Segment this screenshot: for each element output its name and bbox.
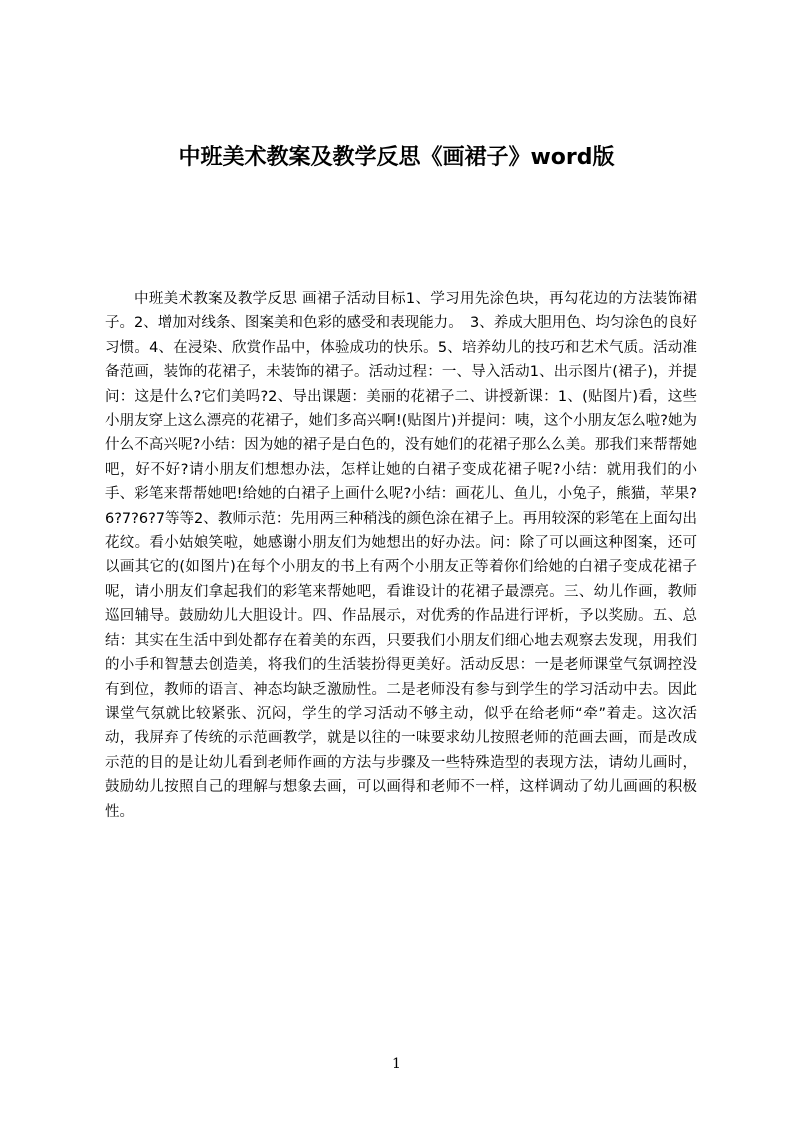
page-title: 中班美术教案及教学反思《画裙子》word版 (178, 145, 615, 170)
body-paragraph: 中班美术教案及教学反思 画裙子活动目标1、学习用先涂色块，再勾花边的方法装饰裙子。2、增加对线条、图案美和色彩的感受和表现能力。 3、养成大胆用色、均匀涂色的良好习惯。4、在浸染、欣赏作品中，体验成功的快乐。5、培养幼儿的技巧和艺术气质。活动准备范画，装饰的花裙子，未装饰的裙子。活动过程：一、导入活动1、出示图片(裙子)，并提问：这是什么?它们美吗?2、导出课题：美丽的花裙子二、讲授新课：1、(贴图片)看，这些小朋友穿上这么漂亮的花裙子，她们多高兴啊!(贴图片)并提问：咦，这个小朋友怎么啦?她为什么不高兴呢?小结：因为她的裙子是白色的，没有她们的花裙子那么么美。那我们来帮帮她吧，好不好?请小朋友们想想办法，怎样让她的白裙子变成花裙子呢?小结：就用我们的小手、彩笔来帮帮她吧!给她的白裙子上画什么呢?小结：画花儿、鱼儿，小兔子，熊猫，苹果?6?7?6?7等等2、教师示范：先用两三种稍浅的颜色涂在裙子上。再用较深的彩笔在上面勾出花纹。看小姑娘笑啦，她感谢小朋友们为她想出的好办法。问：除了可以画这种图案，还可以画其它的(如图片)在每个小朋友的书上有两个小朋友正等着你们给她的白裙子变成花裙子呢，请小朋友们拿起我们的彩笔来帮她吧，看谁设计的花裙子最漂亮。三、幼儿作画，教师巡回辅导。鼓励幼儿大胆设计。四、作品展示，对优秀的作品进行评析，予以奖励。五、总结：其实在生活中到处都存在着美的东西，只要我们小朋友们细心地去观察去发现，用我们的小手和智慧去创造美，将我们的生活装扮得更美好。活动反思：一是老师课堂气氛调控没有到位，教师的语言、神态均缺乏激励性。二是老师没有参与到学生的学习活动中去。因此课堂气氛就比较紧张、沉闷，学生的学习活动不够主动，似乎在给老师“牵”着走。这次活动，我屏弃了传统的示范画教学，就是以往的一味要求幼儿按照老师的范画去画，而是改成示范的目的是让幼儿看到老师作画的方法与步骤及一些特殊造型的表现方法，请幼儿画时，鼓励幼儿按照自己的理解与想象去画，可以画得和老师不一样，这样调动了幼儿画画的积极性。 (105, 291, 697, 820)
page-number: 1 (392, 1056, 401, 1072)
